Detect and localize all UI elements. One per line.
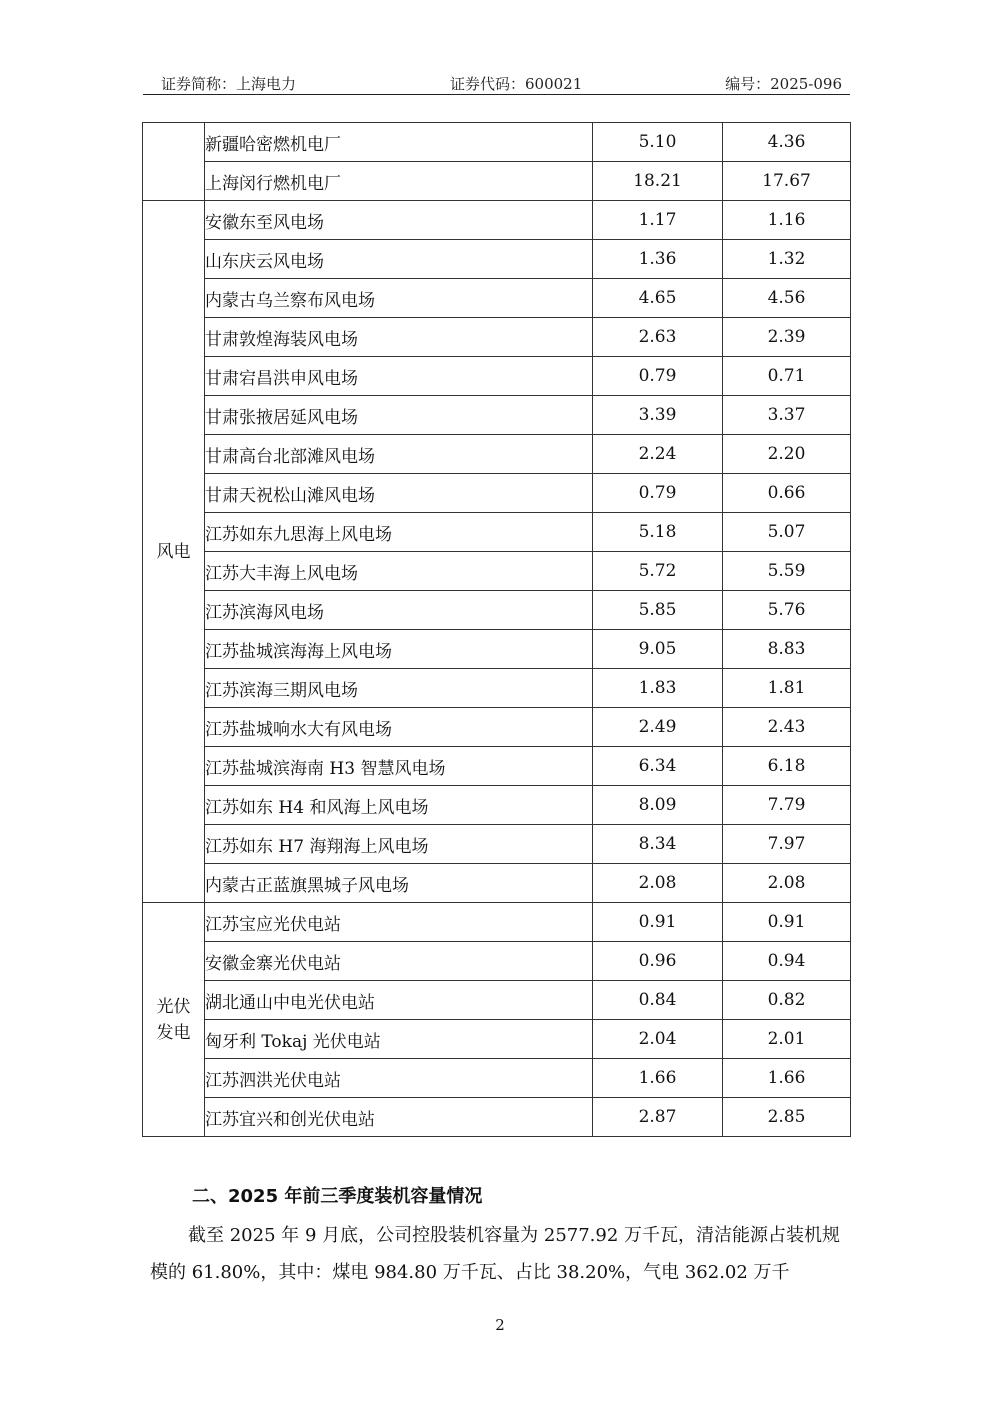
table-row — [143, 1020, 851, 1059]
body-paragraph: 截至 2025 年 9 月底，公司控股装机容量为 2577.92 万千瓦，清洁能源占装机规模的 61.80%，其中：煤电 984.80 万千瓦、占比 38.20%，气电 362.02 万千 — [150, 1225, 841, 1283]
page-number: 2 — [495, 1316, 505, 1334]
value-col-2: 2.20 — [723, 435, 851, 474]
value-col-2: 2.08 — [723, 864, 851, 903]
value-col-2: 1.32 — [723, 240, 851, 279]
plant-name: 江苏宜兴和创光伏电站 — [205, 1098, 593, 1137]
table-row — [143, 513, 851, 552]
value-col-2: 4.56 — [723, 279, 851, 318]
value-col-1: 2.24 — [593, 435, 723, 474]
value-col-2: 0.66 — [723, 474, 851, 513]
value-col-2: 7.79 — [723, 786, 851, 825]
plant-name: 甘肃敦煌海装风电场 — [205, 318, 593, 357]
table-row — [143, 981, 851, 1020]
category-cell-gas — [143, 123, 205, 201]
value-col-2: 5.07 — [723, 513, 851, 552]
security-short-name: 证券简称：上海电力 — [161, 75, 297, 93]
table-row — [143, 786, 851, 825]
category-label-solar-line1: 光伏 — [156, 996, 191, 1017]
table-row — [143, 357, 851, 396]
plant-name: 江苏盐城响水大有风电场 — [205, 708, 593, 747]
plant-name: 江苏如东 H7 海翔海上风电场 — [205, 825, 593, 864]
plant-name: 山东庆云风电场 — [205, 240, 593, 279]
table-row — [143, 279, 851, 318]
table-row — [143, 942, 851, 981]
table-row — [143, 318, 851, 357]
value-col-2: 2.85 — [723, 1098, 851, 1137]
value-col-1: 1.66 — [593, 1059, 723, 1098]
plant-name: 安徽东至风电场 — [205, 201, 593, 240]
value-col-1: 2.87 — [593, 1098, 723, 1137]
plant-name: 甘肃张掖居延风电场 — [205, 396, 593, 435]
value-col-2: 0.71 — [723, 357, 851, 396]
value-col-1: 2.49 — [593, 708, 723, 747]
category-cell-wind: 风电 — [143, 201, 205, 903]
plant-name: 江苏盐城滨海海上风电场 — [205, 630, 593, 669]
table-row — [143, 591, 851, 630]
table-row — [143, 825, 851, 864]
header-rule — [143, 94, 850, 95]
value-col-1: 8.34 — [593, 825, 723, 864]
table-row — [143, 474, 851, 513]
value-col-1: 8.09 — [593, 786, 723, 825]
value-col-2: 4.36 — [723, 123, 851, 162]
plant-name: 甘肃高台北部滩风电场 — [205, 435, 593, 474]
value-col-1: 1.83 — [593, 669, 723, 708]
value-col-2: 17.67 — [723, 162, 851, 201]
value-col-1: 6.34 — [593, 747, 723, 786]
value-col-1: 0.79 — [593, 474, 723, 513]
page-header — [143, 66, 850, 94]
plant-name: 江苏盐城滨海南 H3 智慧风电场 — [205, 747, 593, 786]
value-col-1: 1.36 — [593, 240, 723, 279]
table-row — [143, 201, 851, 240]
plant-name: 江苏宝应光伏电站 — [205, 903, 593, 942]
power-plant-table — [142, 122, 851, 1137]
table-row — [143, 123, 851, 162]
table-row — [143, 708, 851, 747]
plant-name: 内蒙古乌兰察布风电场 — [205, 279, 593, 318]
value-col-1: 2.08 — [593, 864, 723, 903]
value-col-1: 2.04 — [593, 1020, 723, 1059]
table-row — [143, 552, 851, 591]
value-col-1: 2.63 — [593, 318, 723, 357]
category-label-solar-line2: 发电 — [156, 1022, 191, 1043]
table-row — [143, 864, 851, 903]
plant-name: 内蒙古正蓝旗黑城子风电场 — [205, 864, 593, 903]
value-col-1: 0.84 — [593, 981, 723, 1020]
plant-name: 安徽金寨光伏电站 — [205, 942, 593, 981]
value-col-1: 5.10 — [593, 123, 723, 162]
section-title: 二、2025 年前三季度装机容量情况 — [192, 1186, 483, 1207]
value-col-2: 5.59 — [723, 552, 851, 591]
value-col-1: 0.79 — [593, 357, 723, 396]
value-col-2: 1.81 — [723, 669, 851, 708]
plant-name: 甘肃宕昌洪申风电场 — [205, 357, 593, 396]
table-row — [143, 396, 851, 435]
value-col-2: 5.76 — [723, 591, 851, 630]
value-col-1: 5.72 — [593, 552, 723, 591]
table-row — [143, 162, 851, 201]
value-col-2: 0.82 — [723, 981, 851, 1020]
value-col-1: 3.39 — [593, 396, 723, 435]
plant-name: 上海闵行燃机电厂 — [205, 162, 593, 201]
plant-name: 新疆哈密燃机电厂 — [205, 123, 593, 162]
value-col-2: 2.39 — [723, 318, 851, 357]
table-row — [143, 240, 851, 279]
value-col-1: 9.05 — [593, 630, 723, 669]
plant-name: 甘肃天祝松山滩风电场 — [205, 474, 593, 513]
value-col-1: 0.96 — [593, 942, 723, 981]
value-col-1: 5.18 — [593, 513, 723, 552]
plant-name: 匈牙利 Tokaj 光伏电站 — [205, 1020, 593, 1059]
plant-name: 江苏滨海三期风电场 — [205, 669, 593, 708]
value-col-2: 3.37 — [723, 396, 851, 435]
table-row — [143, 1059, 851, 1098]
value-col-1: 0.91 — [593, 903, 723, 942]
value-col-1: 4.65 — [593, 279, 723, 318]
value-col-2: 1.16 — [723, 201, 851, 240]
plant-name: 江苏滨海风电场 — [205, 591, 593, 630]
value-col-1: 1.17 — [593, 201, 723, 240]
value-col-1: 18.21 — [593, 162, 723, 201]
security-code: 证券代码：600021 — [450, 75, 583, 93]
value-col-2: 7.97 — [723, 825, 851, 864]
table-row — [143, 669, 851, 708]
value-col-2: 2.43 — [723, 708, 851, 747]
table-row — [143, 630, 851, 669]
value-col-1: 5.85 — [593, 591, 723, 630]
value-col-2: 0.91 — [723, 903, 851, 942]
plant-name: 江苏泗洪光伏电站 — [205, 1059, 593, 1098]
value-col-2: 0.94 — [723, 942, 851, 981]
value-col-2: 6.18 — [723, 747, 851, 786]
document-number: 编号：2025-096 — [725, 75, 842, 93]
value-col-2: 2.01 — [723, 1020, 851, 1059]
value-col-2: 1.66 — [723, 1059, 851, 1098]
table-row — [143, 1098, 851, 1137]
table-row — [143, 903, 851, 942]
table-row — [143, 747, 851, 786]
plant-name: 江苏如东 H4 和风海上风电场 — [205, 786, 593, 825]
plant-name: 江苏大丰海上风电场 — [205, 552, 593, 591]
value-col-2: 8.83 — [723, 630, 851, 669]
category-cell-solar — [143, 903, 205, 1137]
table-row — [143, 435, 851, 474]
plant-name: 湖北通山中电光伏电站 — [205, 981, 593, 1020]
plant-name: 江苏如东九思海上风电场 — [205, 513, 593, 552]
